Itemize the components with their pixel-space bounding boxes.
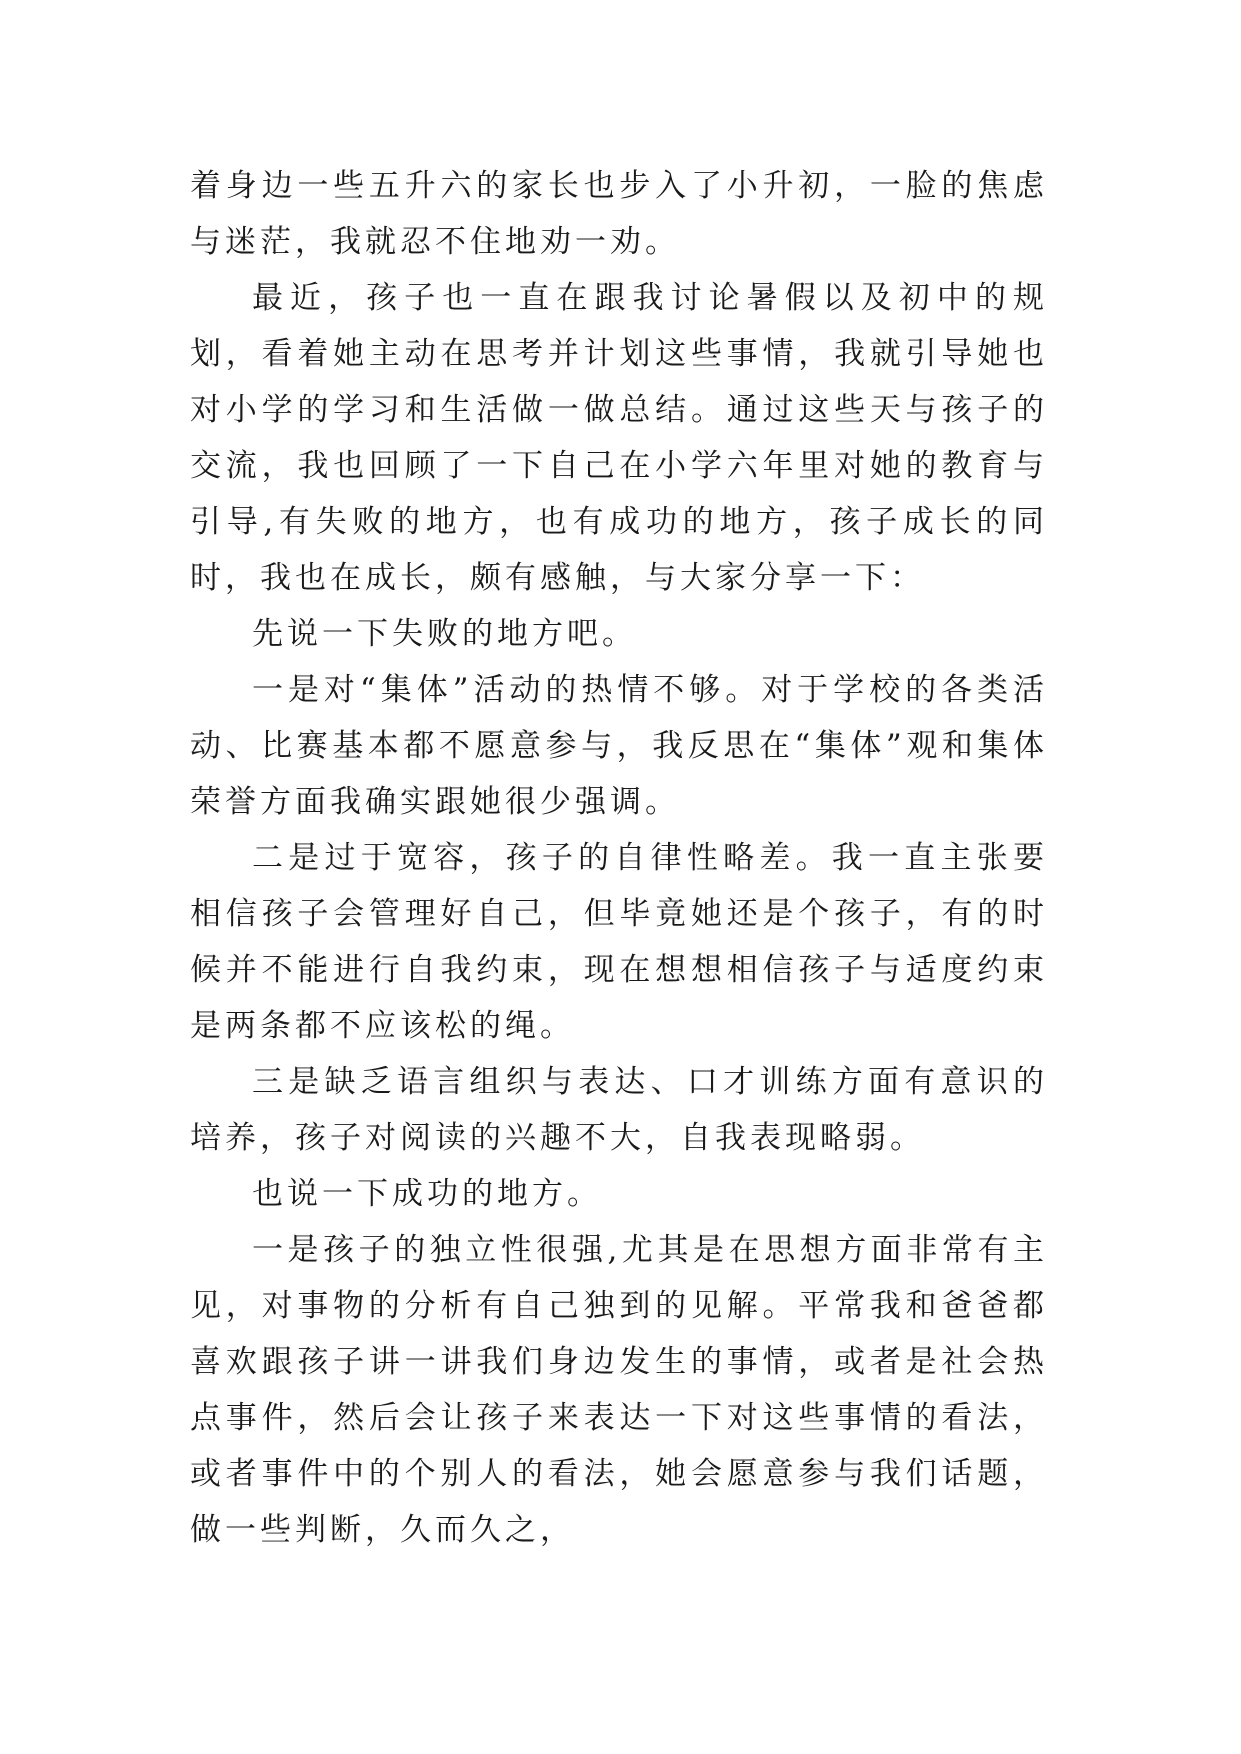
paragraph: 先说一下失败的地方吧。 [252,616,637,652]
paragraph-continued: 着身边一些五升六的家长也步入了小升初，一脸的焦虑与迷茫，我就忍不住地劝一劝。 [190,168,1048,260]
paragraph: 最近，孩子也一直在跟我讨论暑假以及初中的规划，看着她主动在思考并计划这些事情，我就引导她也对小学的学习和生活做一做总结。通过这些天与孩子的交流，我也回顾了一下自己在小学六年里对她的教育与引导,有失败的地方，也有成功的地方，孩子成长的同时，我也在成长，颇有感触，与大家分享一下： [190,280,1048,596]
document-body [190,158,1048,1558]
paragraph: 三是缺乏语言组织与表达、口才训练方面有意识的培养，孩子对阅读的兴趣不大，自我表现略弱。 [190,1064,1048,1156]
paragraph: 一是对“集体”活动的热情不够。对于学校的各类活动、比赛基本都不愿意参与，我反思在“集体”观和集体荣誉方面我确实跟她很少强调。 [190,672,1048,820]
paragraph: 一是孩子的独立性很强,尤其是在思想方面非常有主见，对事物的分析有自己独到的见解。平常我和爸爸都喜欢跟孩子讲一讲我们身边发生的事情，或者是社会热点事件，然后会让孩子来表达一下对这些事情的看法，或者事件中的个别人的看法，她会愿意参与我们话题，做一些判断，久而久之， [190,1232,1048,1548]
paragraph: 二是过于宽容，孩子的自律性略差。我一直主张要相信孩子会管理好自己，但毕竟她还是个孩子，有的时候并不能进行自我约束，现在想想相信孩子与适度约束是两条都不应该松的绳。 [190,840,1048,1044]
paragraph: 也说一下成功的地方。 [252,1176,602,1212]
